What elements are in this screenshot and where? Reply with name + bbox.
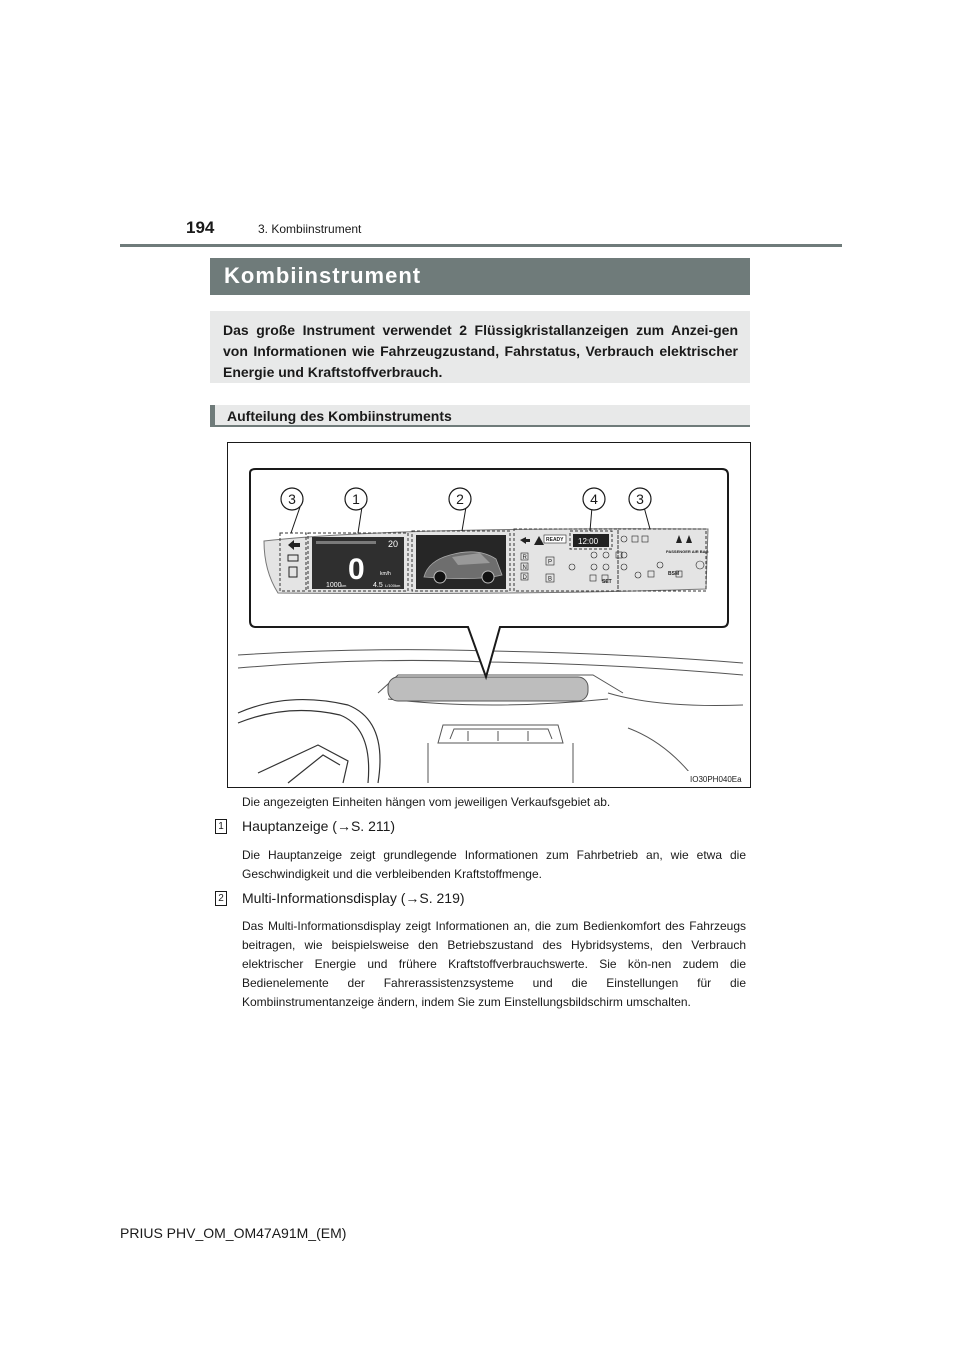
item-body: Die Hauptanzeige zeigt grundlegende Informationen zum Fahrbetrieb an, wie etwa die Geschwindigkeit und die verbleibenden Kraftstoffmenge.	[242, 848, 746, 881]
figure-code: IO30PH040Ea	[690, 775, 742, 784]
park-indicator: P	[548, 559, 553, 566]
bsm-indicator: BSM	[668, 571, 680, 577]
subheading-bar	[210, 405, 750, 427]
document-footer: PRIUS PHV_OM_OM47A91M_(EM)	[120, 1225, 347, 1241]
clock-readout: 12:00	[578, 537, 599, 546]
intro-text: Das große Instrument verwendet 2 Flüssigkristallanzeigen zum Anzei-gen von Informationen wie Fahrzeugzustand, Fahrstatus, Verbrauch elektrischer Energie und Kraftstoffverbrauch.	[223, 322, 738, 380]
ready-indicator: READY	[546, 537, 564, 543]
page-title: Kombiinstrument	[224, 263, 422, 288]
odometer-readout: 1000	[326, 582, 342, 589]
average-consumption: 4.5	[373, 582, 383, 589]
gear-r: R	[522, 555, 527, 561]
odometer-unit: km	[341, 583, 347, 588]
callout-label: 3	[288, 491, 296, 507]
callout-label: 3	[636, 491, 644, 507]
set-indicator: SET	[602, 579, 612, 585]
item-number-badge: 1	[215, 819, 227, 834]
item-title: Multi-Informationsdisplay (→S. 219)	[242, 890, 465, 906]
speed-readout: 0	[348, 553, 365, 586]
gear-n: N	[522, 565, 527, 571]
figure-caption: Die angezeigten Einheiten hängen vom jeweiligen Verkaufsgebiet ab.	[242, 795, 611, 809]
callout-label: 4	[590, 491, 598, 507]
speed-unit: km/h	[380, 571, 391, 577]
steering-wheel	[238, 700, 380, 783]
brake-mode-indicator: B	[548, 576, 553, 583]
item-title: Hauptanzeige (→S. 211)	[242, 818, 396, 834]
fuel-gauge-bar	[316, 541, 376, 544]
consumption-unit: L/100km	[385, 583, 401, 588]
callout-label: 1	[352, 491, 360, 507]
intro-box	[210, 311, 750, 383]
page-number: 194	[186, 218, 215, 237]
callout-label: 2	[456, 491, 464, 507]
item-number-badge: 2	[215, 891, 227, 906]
title-bar	[210, 258, 750, 295]
temperature-readout: 20	[388, 539, 399, 549]
header-rule	[120, 244, 842, 247]
section-title: 3. Kombiinstrument	[258, 222, 362, 236]
item-body: Das Multi-Informationsdisplay zeigt Informationen an, die zum Bedienkomfort des Fahrzeugs beitragen, wie beispielsweise den Betriebszustand des Hybridsystems, den Verbrauch elektrischer Energie und frühere Kraftstoffverbrauchswerte. Sie kön-nen zudem die Bedienelemente der Fahrerassistenzsysteme und die Einstellungen für die Kombiinstrumentanzeige ändern, indem Sie zum Einstellungsbildschirm umschalten.	[242, 919, 746, 1009]
passenger-airbag-label: PASSENGER AIR BAG	[666, 549, 709, 554]
subheading: Aufteilung des Kombiinstruments	[227, 408, 452, 424]
gear-d: D	[522, 575, 527, 581]
cluster-illustration	[227, 442, 751, 788]
